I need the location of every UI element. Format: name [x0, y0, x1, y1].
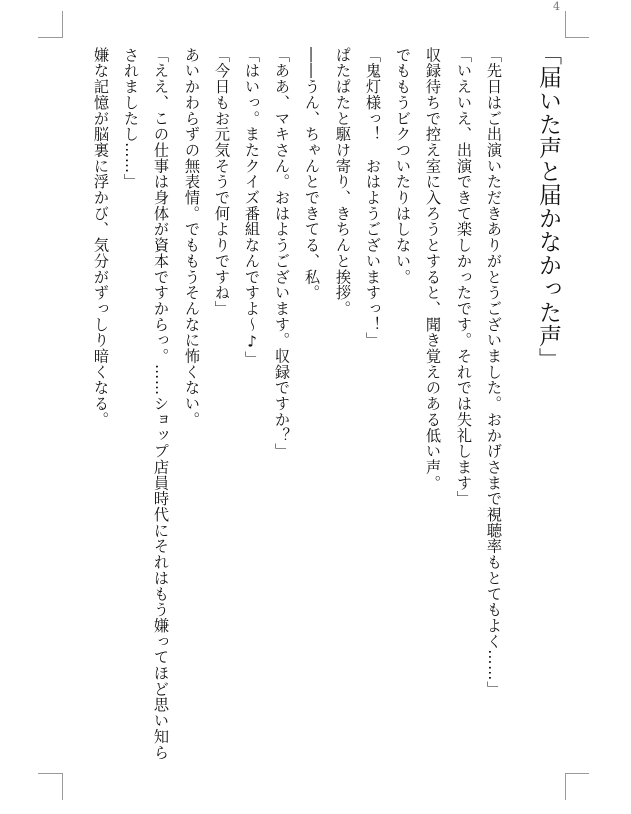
text-line-9: 「はいっ。またクイズ番組なんですよ～♪」 — [243, 47, 261, 367]
crop-mark-top-left-h — [38, 37, 62, 38]
crop-mark-bottom-left-v — [62, 773, 63, 800]
text-line-4: でももうビクついたりはしない。 — [394, 47, 412, 285]
text-line-7: ――うん、ちゃんとできてる、私。 — [303, 47, 321, 301]
page-number: 4 — [553, 0, 560, 13]
crop-mark-top-right-v — [565, 11, 566, 38]
crop-mark-top-right-h — [565, 37, 589, 38]
text-line-6: ぱたぱたと駆け寄り、きちんと挨拶。 — [334, 47, 352, 317]
text-line-8: 「ああ、マキさん。おはようございます。収録ですか？」 — [273, 47, 291, 460]
crop-mark-bottom-right-h — [565, 773, 589, 774]
text-line-2: 「いえいえ、出演できて楽しかったです。それでは失礼します」 — [455, 47, 473, 507]
text-line-14: 嫌な記憶が脳裏に浮かび、気分がずっしり暗くなる。 — [92, 47, 110, 428]
text-line-13: されましたし……」 — [122, 47, 140, 190]
chapter-title: 「届いた声と届かなかった声」 — [535, 42, 561, 371]
crop-mark-bottom-right-v — [565, 773, 566, 800]
text-line-12: 「ええ、この仕事は身体が資本ですからっ。……ショップ店員時代にそれはもう嫌ってほど思い知ら — [152, 47, 170, 761]
text-line-3: 収録待ちで控え室に入ろうとすると、聞き覚えのある低い声。 — [424, 47, 442, 491]
crop-mark-bottom-left-h — [38, 773, 62, 774]
text-line-5: 「鬼灯様っ！ おはようございますっ！」 — [364, 47, 382, 349]
text-line-11: あいかわらずの無表情。でももうそんなに怖くない。 — [183, 47, 201, 428]
crop-mark-top-left-v — [62, 11, 63, 38]
text-line-10: 「今日もお元気そうで何よりですね」 — [213, 47, 231, 317]
text-line-1: 「先日はご出演いただきありがとうございました。おかげさまで視聴率もとてもよく……」 — [485, 47, 503, 697]
